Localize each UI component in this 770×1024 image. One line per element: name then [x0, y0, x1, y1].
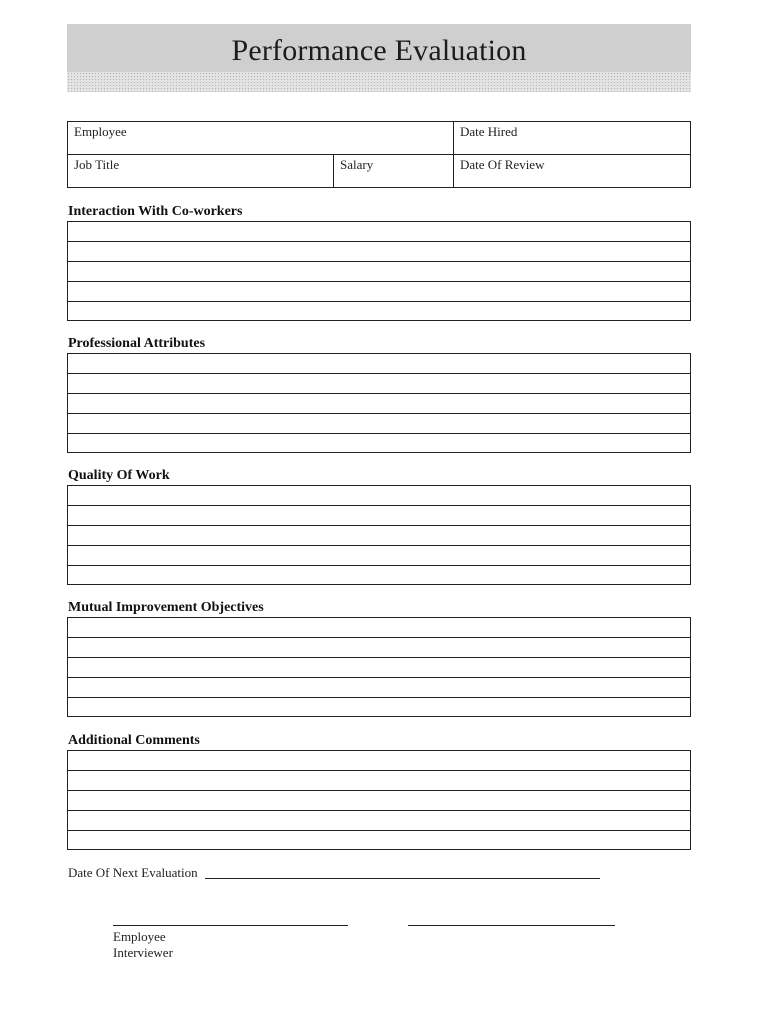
employee-signature-label: Employee — [113, 929, 166, 944]
section-title-comments: Additional Comments — [68, 733, 200, 748]
page-title: Performance Evaluation — [231, 34, 527, 67]
section-box-interaction[interactable] — [67, 221, 691, 321]
date-of-review-field[interactable] — [454, 155, 691, 188]
writing-line — [68, 770, 690, 771]
job-title-field-label: Job Title — [74, 157, 120, 172]
writing-line — [68, 413, 690, 414]
date-hired-field[interactable] — [454, 122, 691, 154]
section-title-quality: Quality Of Work — [68, 468, 170, 483]
writing-line — [68, 373, 690, 374]
writing-line — [68, 525, 690, 526]
salary-field-label: Salary — [340, 157, 374, 172]
date-of-review-field-label: Date Of Review — [460, 157, 545, 172]
next-evaluation-line — [205, 878, 600, 879]
title-banner — [67, 24, 691, 92]
employee-field-label: Employee — [74, 124, 127, 139]
writing-line — [68, 565, 690, 566]
section-title-objectives: Mutual Improvement Objectives — [68, 600, 264, 615]
title-banner-pattern — [67, 72, 691, 92]
writing-line — [68, 810, 690, 811]
writing-line — [68, 393, 690, 394]
writing-line — [68, 677, 690, 678]
employee-info-table — [67, 121, 691, 188]
interviewer-signature-line[interactable] — [408, 925, 615, 926]
section-title-professional: Professional Attributes — [68, 336, 206, 351]
section-box-professional[interactable] — [67, 353, 691, 453]
writing-line — [68, 637, 690, 638]
writing-line — [68, 241, 690, 242]
writing-line — [68, 697, 690, 698]
employee-signature-line[interactable] — [113, 925, 348, 926]
writing-line — [68, 261, 690, 262]
section-title-interaction: Interaction With Co-workers — [68, 204, 243, 219]
job-title-field[interactable] — [68, 155, 333, 188]
writing-line — [68, 830, 690, 831]
writing-line — [68, 545, 690, 546]
section-box-comments[interactable] — [67, 750, 691, 850]
writing-line — [68, 433, 690, 434]
next-evaluation-label: Date Of Next Evaluation — [68, 865, 198, 880]
writing-line — [68, 281, 690, 282]
next-evaluation-field[interactable] — [68, 865, 198, 881]
writing-line — [68, 790, 690, 791]
date-hired-field-label: Date Hired — [460, 124, 518, 139]
writing-line — [68, 657, 690, 658]
section-box-quality[interactable] — [67, 485, 691, 585]
writing-line — [68, 301, 690, 302]
section-box-objectives[interactable] — [67, 617, 691, 717]
employee-field[interactable] — [68, 122, 453, 154]
writing-line — [68, 505, 690, 506]
salary-field[interactable] — [334, 155, 453, 188]
interviewer-signature-label: Interviewer — [113, 945, 173, 960]
